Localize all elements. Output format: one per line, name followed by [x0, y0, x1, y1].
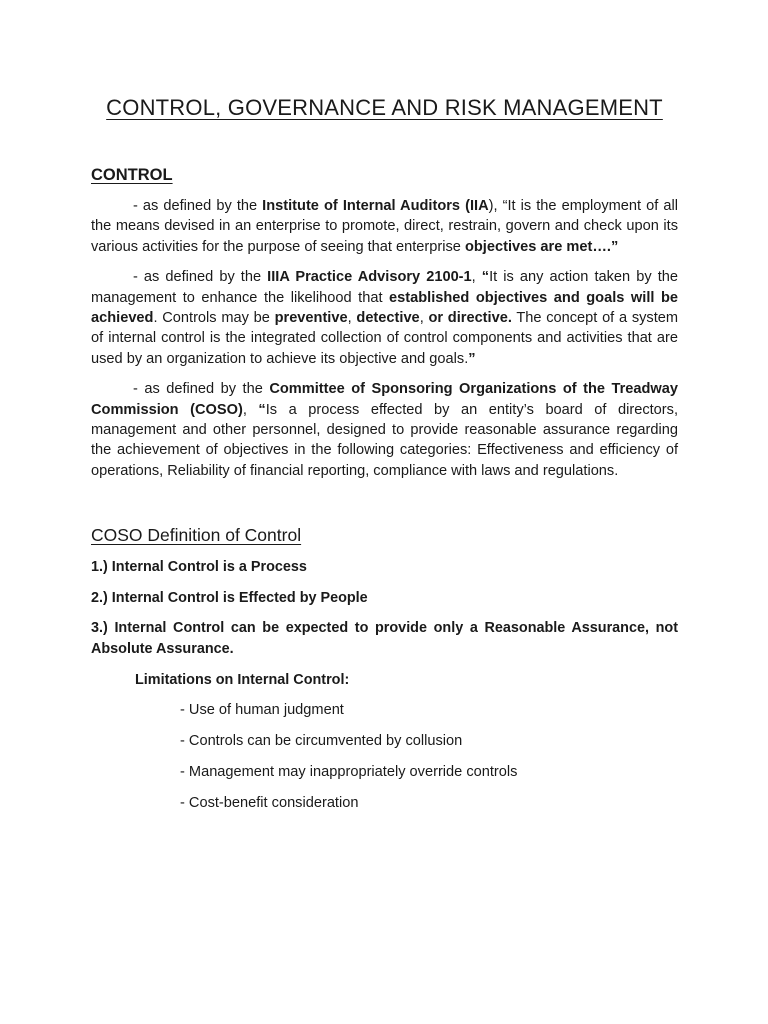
document-title: CONTROL, GOVERNANCE AND RISK MANAGEMENT	[106, 95, 663, 120]
coso-point: 2.) Internal Control is Effected by People	[91, 589, 368, 606]
limitation-item: - Cost-benefit consideration	[180, 795, 359, 812]
control-heading: CONTROL	[91, 166, 173, 184]
iiia-definition-paragraph: - as defined by the IIIA Practice Advisory 2100-1, “It is any action taken by the management to enhance the likelihood that established objectives and goals will be achieved. Controls may be preventive, detective, or directive. The concept of a system of internal control is the integrated collection of control components and activities that are used by an organization to achieve its objective and goals.”	[91, 269, 679, 367]
limitation-item: - Use of human judgment	[180, 702, 344, 719]
coso-definition-heading: COSO Definition of Control	[91, 525, 302, 546]
limitations-label: Limitations on Internal Control:	[135, 671, 350, 688]
limitation-item: - Management may inappropriately override controls	[180, 764, 518, 781]
coso-definition-paragraph: - as defined by the Committee of Sponsoring Organizations of the Treadway Commission (COSO), “Is a process effected by an entity’s board of directors, management and other personnel, designed to provide reasonable assurance regarding the achievement of objectives in the following categories: Effectiveness and efficiency of operations, Reliability of financial reporting, compliance with laws and regulations.	[91, 381, 679, 479]
coso-point: 1.) Internal Control is a Process	[91, 559, 307, 576]
coso-point: 3.) Internal Control can be expected to provide only a Reasonable Assurance, not Absolute Assurance.	[91, 620, 678, 657]
limitation-item: - Controls can be circumvented by collusion	[180, 733, 463, 750]
iia-definition-paragraph: - as defined by the Institute of Internal Auditors (IIA), “It is the employment of all the means devised in an enterprise to promote, direct, restrain, govern and check upon its various activities for the purpose of seeing that enterprise objectives are met….”	[91, 198, 678, 255]
